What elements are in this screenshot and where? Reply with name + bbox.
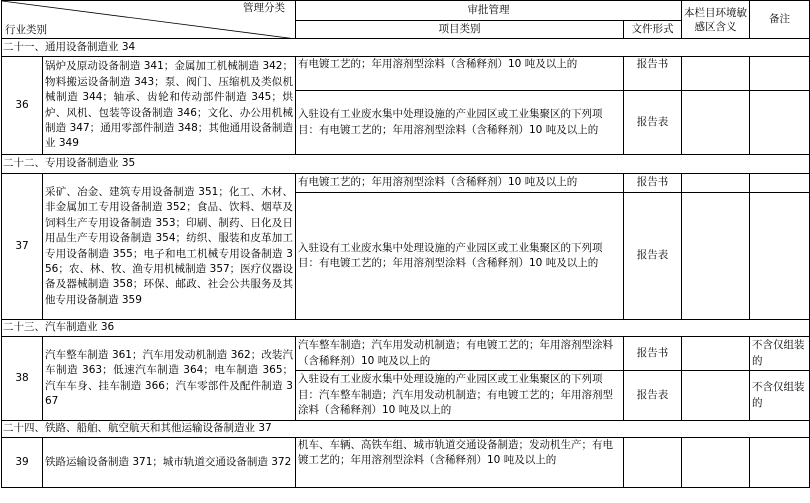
doc-form-cell: 报告书 xyxy=(624,174,682,193)
doc-form-cell xyxy=(624,438,682,488)
section-title: 二十一、通用设备制造业 34 xyxy=(2,39,810,57)
row-number: 36 xyxy=(2,57,43,155)
table-row xyxy=(2,174,810,193)
table-row xyxy=(2,57,810,91)
section-title-row xyxy=(2,39,810,57)
remark-cell: 不含仅组装的 xyxy=(750,337,810,371)
item-type-header: 项目类别 xyxy=(296,21,624,39)
section-title: 二十四、铁路、船舶、航空航天和其他运输设备制造业 37 xyxy=(2,421,810,438)
row-number: 37 xyxy=(2,174,43,320)
row-number: 38 xyxy=(2,337,43,421)
item-cell: 有电镀工艺的；年用溶剂型涂料（含稀释剂）10 吨及以上的 xyxy=(296,174,624,193)
industry-category-label: 行业类别 xyxy=(5,24,47,36)
section-title: 二十三、汽车制造业 36 xyxy=(2,320,810,337)
section-title: 二十二、专用设备制造业 35 xyxy=(2,155,810,174)
header-row-1 xyxy=(2,1,810,21)
management-category-label: 管理分类 xyxy=(243,2,285,14)
table-row xyxy=(2,438,810,488)
table-row xyxy=(2,337,810,371)
item-cell: 机车、车辆、高铁车组、城市轨道交通设备制造；发动机生产；有电镀工艺的；年用溶剂型涂料（含稀释剂）10 吨及以上的 xyxy=(296,438,624,488)
item-cell: 汽车整车制造；汽车用发动机制造；有电镀工艺的；年用溶剂型涂料（含稀释剂）10 吨及以上的 xyxy=(296,337,624,371)
item-cell: 入驻设有工业废水集中处理设施的产业园区或工业集聚区的下列项目：有电镀工艺的；年用溶剂型涂料（含稀释剂）10 吨及以上的 xyxy=(296,193,624,320)
doc-form-cell: 报告书 xyxy=(624,57,682,91)
industry-cell: 锅炉及原动设备制造 341；金属加工机械制造 342；物料搬运设备制造 343；泵、阀门、压缩机及类似机械制造 344；轴承、齿轮和传动部件制造 345；烘炉、风机、包装等设备制造 346；文化、办公用机械制造 347；通用零部件制造 348；其他通用设备制造业 349 xyxy=(43,57,296,155)
remark-cell xyxy=(750,174,810,193)
sensitive-cell xyxy=(682,438,750,488)
item-cell: 入驻设有工业废水集中处理设施的产业园区或工业集聚区的下列项目：有电镀工艺的；年用溶剂型涂料（含稀释剂）10 吨及以上的 xyxy=(296,91,624,155)
remark-cell xyxy=(750,193,810,320)
item-cell: 入驻设有工业废水集中处理设施的产业园区或工业集聚区的下列项目：汽车整车制造；汽车用发动机制造；有电镀工艺的；年用溶剂型涂料（含稀释剂）10 吨及以上的 xyxy=(296,371,624,421)
sensitive-cell xyxy=(682,371,750,421)
remark-cell xyxy=(750,91,810,155)
doc-form-cell: 报告表 xyxy=(624,193,682,320)
section-title-row xyxy=(2,421,810,438)
item-cell: 有电镀工艺的；年用溶剂型涂料（含稀释剂）10 吨及以上的 xyxy=(296,57,624,91)
row-number: 39 xyxy=(2,438,43,488)
sensitive-area-header: 本栏目环境敏感区含义 xyxy=(682,1,750,39)
sensitive-cell xyxy=(682,337,750,371)
industry-cell: 汽车整车制造 361；汽车用发动机制造 362；改装汽车制造 363；低速汽车制造 364；电车制造 365；汽车车身、挂车制造 366；汽车零部件及配件制造 367 xyxy=(43,337,296,421)
doc-form-header: 文件形式 xyxy=(624,21,682,39)
industry-cell: 铁路运输设备制造 371；城市轨道交通设备制造 372 xyxy=(43,438,296,488)
sensitive-cell xyxy=(682,193,750,320)
doc-form-cell: 报告表 xyxy=(624,91,682,155)
remark-cell xyxy=(750,57,810,91)
doc-form-cell: 报告表 xyxy=(624,371,682,421)
sensitive-cell xyxy=(682,174,750,193)
industry-cell: 采矿、冶金、建筑专用设备制造 351；化工、木材、非金属加工专用设备制造 352；食品、饮料、烟草及饲料生产专用设备制造 353；印刷、制药、日化及日用品生产专用设备制造 354；纺织、服装和皮革加工专用设备制造 355；电子和电工机械专用设备制造 356；农、林、牧、渔专用机械制造 357；医疗仪器设备及器械制造 358；环保、邮政、社会公共服务及其他专用设备制造 359 xyxy=(43,174,296,320)
diagonal-header-cell xyxy=(2,1,296,39)
sensitive-cell xyxy=(682,57,750,91)
section-title-row xyxy=(2,155,810,174)
remark-cell xyxy=(750,438,810,488)
doc-form-cell: 报告书 xyxy=(624,337,682,371)
section-title-row xyxy=(2,320,810,337)
remark-header: 备注 xyxy=(750,1,810,39)
eia-classification-table xyxy=(1,0,810,488)
sensitive-cell xyxy=(682,91,750,155)
approval-header: 审批管理 xyxy=(296,1,682,21)
remark-cell: 不含仅组装的 xyxy=(750,371,810,421)
